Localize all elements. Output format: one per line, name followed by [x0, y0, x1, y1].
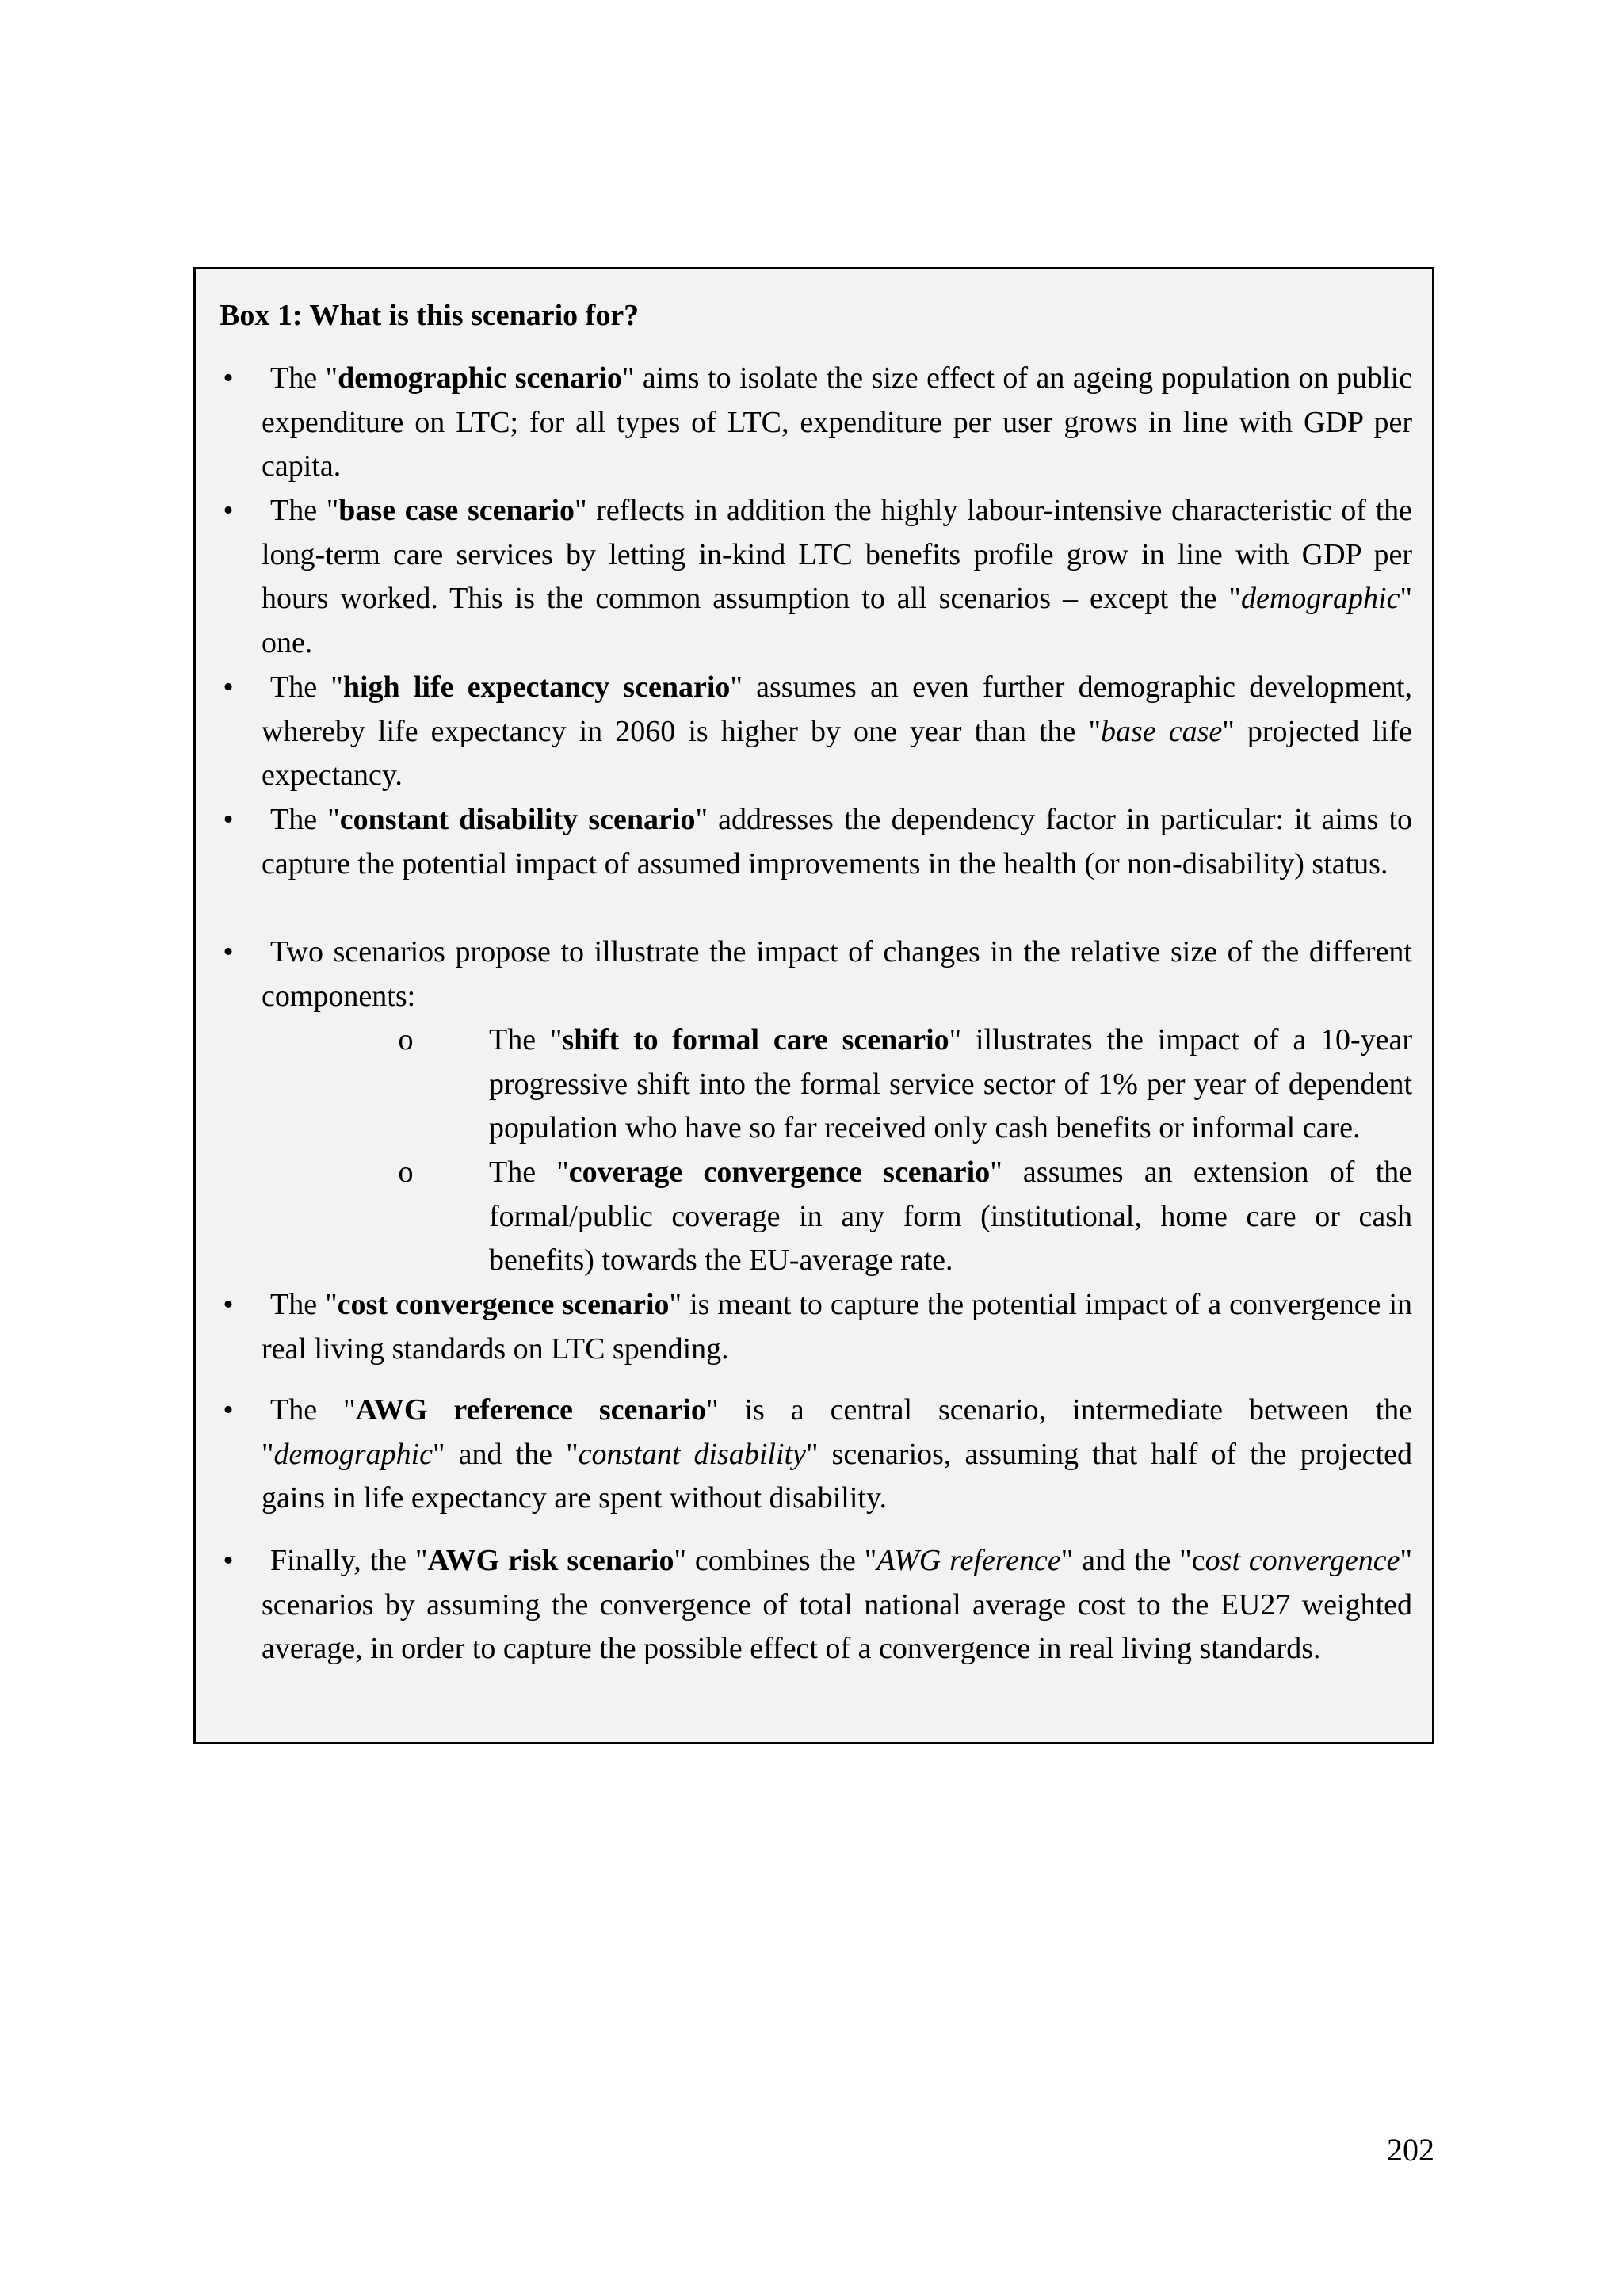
bullet-text: Finally, the "AWG risk scenario" combines the "AWG reference" and the "cost convergence" scenarios by assuming the convergence of total national average cost to the EU27 weighted average, in order to capture the possible effect of a convergence in real living standards.	[262, 1544, 1412, 1665]
scenario-name: base case scenario	[338, 494, 575, 527]
bullet-text: The "base case scenario" reflects in addition the highly labour-intensive characteristic of the long-term care services by letting in-kind LTC benefits profile grow in line with GDP per hours worked. This is the common assumption to all scenarios – except the "demographic" one.	[262, 494, 1412, 659]
scenario-name: shift to formal care scenario	[562, 1023, 949, 1056]
scenario-name: cost convergence scenario	[337, 1288, 670, 1321]
bullet-awg-reference-scenario	[212, 1389, 1412, 1521]
bullet-text: Two scenarios propose to illustrate the impact of changes in the relative size of the different components:	[262, 935, 1412, 1013]
sub-bullet-text: The "coverage convergence scenario" assumes an extension of the formal/public coverage in any form (institutional, home care or cash benefits) towards the EU-average rate.	[489, 1156, 1412, 1277]
bullet-symbol: •	[223, 1393, 234, 1427]
sub-bullet-text: The "shift to formal care scenario" illustrates the impact of a 10-year progressive shift into the formal service sector of 1% per year of dependent population who have so far received only cash benefits or informal care.	[489, 1023, 1413, 1144]
bullet-symbol: •	[223, 361, 234, 395]
sub-bullet-shift-to-formal-care-scenario	[398, 1018, 1413, 1151]
bullet-constant-disability-scenario	[212, 798, 1412, 886]
scenario-name: coverage convergence scenario	[568, 1156, 991, 1189]
bullet-high-life-expectancy-scenario	[212, 666, 1412, 798]
bullet-symbol: •	[223, 494, 234, 527]
bullet-awg-risk-scenario	[212, 1539, 1412, 1671]
bullet-text: The "constant disability scenario" addresses the dependency factor in particular: it aims to capture the potential impact of assumed improvements in the health (or non-disability) status.	[262, 803, 1412, 881]
bullet-text: The "demographic scenario" aims to isolate the size effect of an ageing population on public expenditure on LTC; for all types of LTC, expenditure per user grows in line with GDP per capita.	[262, 361, 1413, 483]
scenario-name: demographic scenario	[338, 361, 622, 395]
page-number: 202	[1387, 2132, 1434, 2168]
bullet-text: The "cost convergence scenario" is meant to capture the potential impact of a convergence in real living standards on LTC spending.	[262, 1288, 1413, 1366]
sub-bullet-symbol: o	[398, 1156, 414, 1189]
bullet-symbol: •	[223, 935, 234, 968]
bullet-symbol: •	[223, 670, 234, 704]
box-title: Box 1: What is this scenario for?	[220, 299, 640, 332]
bullet-cost-convergence-scenario	[212, 1283, 1412, 1371]
bullet-two-scenarios	[212, 930, 1412, 1018]
bullet-text: The "AWG reference scenario" is a central scenario, intermediate between the "demographic" and the "constant disability" scenarios, assuming that half of the projected gains in life expectancy are spent without disability.	[262, 1393, 1413, 1515]
bullet-symbol: •	[223, 803, 234, 836]
scenario-box	[193, 267, 1434, 1744]
bullet-symbol: •	[223, 1544, 234, 1577]
sub-bullet-symbol: o	[398, 1023, 414, 1056]
sub-bullet-coverage-convergence-scenario	[398, 1151, 1412, 1283]
scenario-name: high life expectancy scenario	[342, 670, 731, 704]
bullet-base-case-scenario	[212, 489, 1412, 665]
scenario-name: constant disability scenario	[339, 803, 696, 836]
scenario-name: AWG risk scenario	[427, 1544, 674, 1577]
scenario-name: AWG reference scenario	[355, 1393, 706, 1427]
bullet-symbol: •	[223, 1288, 234, 1321]
bullet-text: The "high life expectancy scenario" assumes an even further demographic development, whereby life expectancy in 2060 is higher by one year than the "base case" projected life expectancy.	[262, 670, 1412, 792]
bullet-demographic-scenario	[212, 357, 1412, 489]
